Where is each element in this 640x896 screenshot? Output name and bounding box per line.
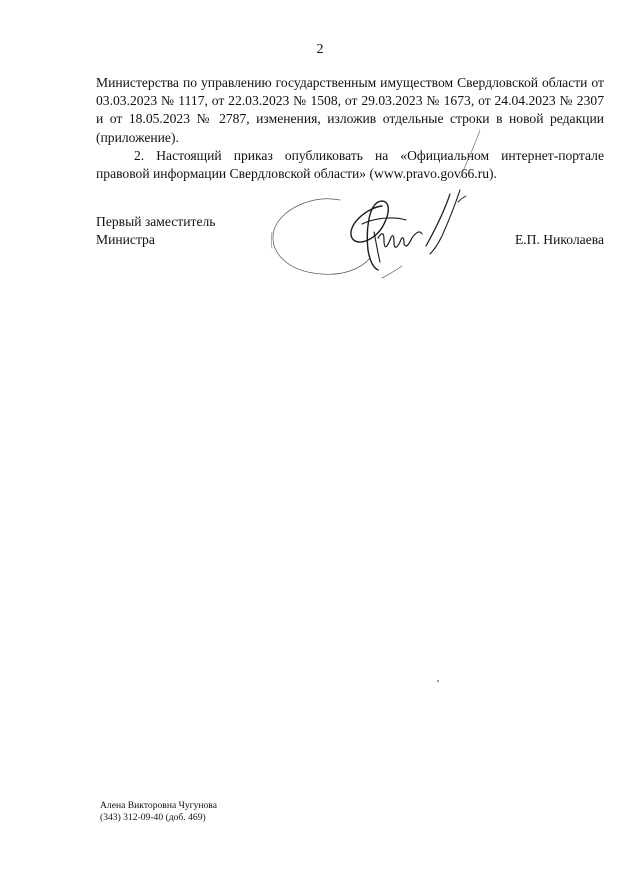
executor-name: Алена Викторовна Чугунова bbox=[100, 800, 217, 811]
body-paragraph-2: 2. Настоящий приказ опубликовать на «Официальном интернет-портале правовой информации Свердловской области» (www.pravo.gov66.ru). bbox=[96, 147, 604, 182]
handwritten-signature bbox=[262, 128, 492, 288]
page-number: 2 bbox=[316, 42, 324, 57]
signatory-position-line-2: Министра bbox=[96, 232, 155, 248]
executor-info bbox=[100, 800, 217, 825]
scan-speck bbox=[437, 680, 439, 682]
signatory-position bbox=[96, 213, 215, 249]
signer-name: Е.П. Николаева bbox=[514, 232, 604, 247]
signatory-position-line-1: Первый заместитель bbox=[96, 214, 216, 229]
executor-phone: (343) 312-09-40 (доб. 469) bbox=[100, 812, 206, 824]
body-paragraph-1: Министерства по управлению государственным имуществом Свердловской области от 03.03.2023 № 1117, от 22.03.2023 № 1508, от 29.03.2023 № 1673, от 24.04.2023 № 2307 и от 18.05.2023 № 2787, изменения, изложив отдельные строки в новой редакции (приложение). bbox=[96, 75, 604, 145]
